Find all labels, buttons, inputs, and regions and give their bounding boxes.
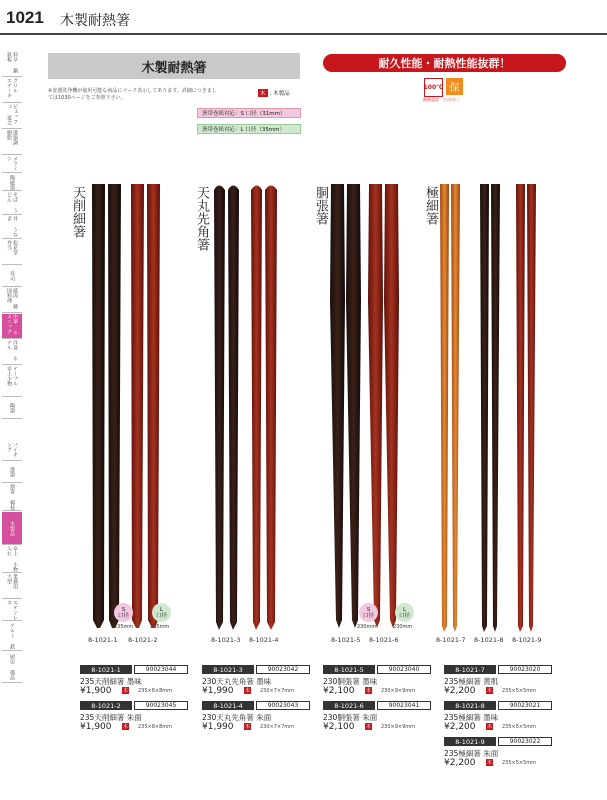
product-name: 230胴張箸 墨味	[323, 677, 378, 686]
material-mark: 木	[123, 688, 129, 694]
heat-resistance-caption: 耐熱温度	[423, 97, 439, 102]
chopstick-1021-9-b	[527, 184, 536, 632]
product-code: 8-1021-2	[80, 701, 132, 710]
length-label: 235mm	[150, 624, 170, 630]
product-row	[323, 701, 431, 737]
diameter-l-label: 箸帯巻紙対応：L 口径（35mm）	[197, 124, 301, 134]
side-index-item: 漆器	[2, 462, 22, 483]
side-index-item: 漆器調 樹脂	[2, 130, 22, 155]
side-index-item: 業務用 大型	[2, 574, 22, 599]
product-row	[202, 665, 310, 701]
product-code: 8-1021-7	[444, 665, 496, 674]
item-code: 8-1021-4	[249, 636, 279, 644]
product-price: ¥2,200	[444, 722, 476, 732]
material-mark: 木	[245, 724, 251, 730]
product-name: 230胴張箸 朱面	[323, 713, 378, 722]
page-title: 木製耐熱箸	[60, 13, 130, 29]
product-row	[323, 665, 431, 701]
chopstick-1021-1-b	[108, 184, 121, 628]
chopstick-1021-5-b	[346, 184, 361, 628]
product-dimensions: 235×5×5mm	[502, 760, 537, 766]
size-circle-s: S 口径	[359, 603, 378, 622]
product-info-column-1	[80, 665, 188, 737]
side-index-item: メラミン	[2, 156, 22, 173]
side-index-item: ステンレス	[2, 600, 22, 621]
material-mark: 木	[123, 724, 129, 730]
product-jan: 90023020	[498, 665, 552, 674]
item-code: 8-1021-9	[512, 636, 542, 644]
product-name: 235天削細箸 墨味	[80, 677, 142, 686]
page-number: 1021	[6, 8, 44, 27]
length-label: 235mm	[114, 624, 134, 630]
category-title: 木製耐熱箸	[48, 53, 300, 79]
side-index-item: 割箸 楊枝	[2, 484, 22, 511]
side-index-item: グリル ステーキ	[2, 78, 22, 103]
chopstick-1021-7-a	[440, 184, 449, 632]
product-code: 8-1021-9	[444, 737, 496, 746]
product-jan: 90023041	[377, 701, 431, 710]
product-jan: 90023022	[498, 737, 552, 746]
chopstick-1021-2-b	[147, 184, 160, 628]
chopstick-1021-1-a	[92, 184, 105, 628]
item-code: 8-1021-7	[436, 636, 466, 644]
product-dimensions: 235×5×5mm	[502, 724, 537, 730]
usage-note: ※食器洗浄機が使用可能な商品にマーク表示してあります。詳細につきましては1030ページをご参照下さい。	[48, 88, 217, 101]
item-code: 8-1021-8	[474, 636, 504, 644]
side-index-item: 松花堂 弁当	[2, 240, 22, 265]
product-dimensions: 230×7×7mm	[260, 688, 295, 694]
chopstick-1021-4-a	[251, 186, 262, 631]
chopstick-1021-3-b	[228, 186, 239, 631]
size-circle-l: L 口径	[152, 603, 171, 622]
product-name: 230天丸先角箸 朱面	[202, 713, 272, 722]
chopstick-1021-5-a	[330, 184, 345, 628]
material-mark: 木	[487, 724, 493, 730]
product-jan: 90023040	[377, 665, 431, 674]
item-code: 8-1021-6	[369, 636, 399, 644]
material-mark: 木	[366, 724, 372, 730]
material-mark: 木	[260, 91, 266, 97]
product-name: 230天丸先角箸 墨味	[202, 677, 272, 686]
side-index-item: 卓上 小物入れ	[2, 546, 22, 573]
chopstick-1021-6-a	[368, 184, 383, 628]
side-index-item: テーブル 卓上小物	[2, 366, 22, 397]
product-dimensions: 235×5×5mm	[502, 688, 537, 694]
side-index-item: ビュッフェ 宴会	[2, 104, 22, 129]
product-code: 8-1021-4	[202, 701, 254, 710]
product-jan: 90023044	[134, 665, 188, 674]
product-dimensions: 230×9×9mm	[381, 688, 416, 694]
item-code: 8-1021-5	[331, 636, 361, 644]
product-row	[202, 701, 310, 737]
chopstick-1021-3-a	[214, 186, 225, 631]
material-mark: 木	[487, 688, 493, 694]
chopstick-1021-8-b	[491, 184, 500, 632]
material-legend-text: : 木製品	[269, 91, 290, 97]
item-code: 8-1021-1	[88, 636, 118, 644]
product-code: 8-1021-3	[202, 665, 254, 674]
product-row	[80, 701, 188, 737]
product-dimensions: 230×9×9mm	[381, 724, 416, 730]
product-price: ¥2,100	[323, 722, 355, 732]
item-code: 8-1021-2	[128, 636, 158, 644]
chopstick-1021-4-b	[265, 186, 277, 631]
product-dimensions: 235×8×8mm	[138, 688, 173, 694]
product-jan: 90023043	[256, 701, 310, 710]
product-price: ¥2,200	[444, 758, 476, 768]
product-row	[444, 701, 552, 737]
product-dimensions: 235×8×8mm	[138, 724, 173, 730]
side-index-item: 木製品	[2, 512, 22, 545]
product-jan: 90023045	[134, 701, 188, 710]
chopstick-1021-8-a	[480, 184, 489, 632]
product-code: 8-1021-6	[323, 701, 375, 710]
side-index-item: そば うどん	[2, 192, 22, 215]
length-label: 230mm	[357, 624, 377, 630]
antibacterial-caption: 抗菌加工	[444, 97, 460, 102]
side-index-item: 厨房 備品	[2, 652, 22, 683]
product-code: 8-1021-1	[80, 665, 132, 674]
feature-banner: 耐久性能・耐熱性能抜群！	[323, 54, 566, 72]
product-name-gokuhoso: 極細箸	[423, 186, 438, 225]
item-code: 8-1021-3	[211, 636, 241, 644]
product-row	[80, 665, 188, 701]
product-name: 235極細箸 朱面	[444, 749, 499, 758]
product-name: 235天削細箸 朱面	[80, 713, 142, 722]
length-label: 230mm	[393, 624, 413, 630]
product-dimensions: 230×7×7mm	[260, 724, 295, 730]
side-index-item: 焼肉 韓国料理	[2, 288, 22, 313]
side-index-item: 中華 エスニック	[2, 314, 22, 339]
product-row	[444, 737, 552, 773]
size-circle-s: S 口径	[114, 603, 133, 622]
product-info-column-4	[444, 665, 552, 773]
size-circle-l: L 口径	[395, 603, 414, 622]
product-row	[444, 665, 552, 701]
side-index-item: アルミ 鉄	[2, 622, 22, 651]
product-price: ¥1,900	[80, 722, 112, 732]
product-name-tengezuri: 天削細箸	[70, 186, 85, 238]
antibacterial-badge: 保	[446, 78, 463, 95]
product-info-column-3	[323, 665, 431, 737]
side-index-item: 陶磁器	[2, 174, 22, 191]
chopstick-1021-7-b	[451, 184, 460, 632]
side-index-item: 陶器	[2, 398, 22, 419]
side-index-item: 料亭 鍋 鉄板	[2, 52, 22, 77]
heat-resistance-badge: 100℃	[424, 78, 443, 97]
product-code: 8-1021-8	[444, 701, 496, 710]
side-index-item: バイキング	[2, 442, 22, 461]
product-jan: 90023021	[498, 701, 552, 710]
product-price: ¥1,990	[202, 686, 234, 696]
chopstick-1021-9-a	[516, 184, 525, 632]
product-price: ¥2,100	[323, 686, 355, 696]
material-mark: 木	[487, 760, 493, 766]
diameter-s-label: 箸帯巻紙対応：S 口径（31mm）	[197, 108, 301, 118]
product-code: 8-1021-5	[323, 665, 375, 674]
product-name-tenmaru: 天丸先角箸	[194, 186, 209, 251]
product-name-dobari: 胴張箸	[313, 186, 328, 225]
side-index-item: 丼 うなぎ	[2, 216, 22, 239]
product-name: 235極細箸 黄肌	[444, 677, 499, 686]
product-info-column-2	[202, 665, 310, 737]
product-price: ¥1,900	[80, 686, 112, 696]
product-name: 235極細箸 墨味	[444, 713, 499, 722]
chopstick-1021-6-b	[384, 184, 399, 628]
material-mark: 木	[245, 688, 251, 694]
product-jan: 90023042	[256, 665, 310, 674]
side-index-item: 寿司	[2, 266, 22, 287]
side-index-item: 洋食 ホテル	[2, 340, 22, 365]
chopstick-1021-2-a	[131, 184, 144, 628]
material-mark: 木	[366, 688, 372, 694]
product-price: ¥2,200	[444, 686, 476, 696]
product-price: ¥1,990	[202, 722, 234, 732]
